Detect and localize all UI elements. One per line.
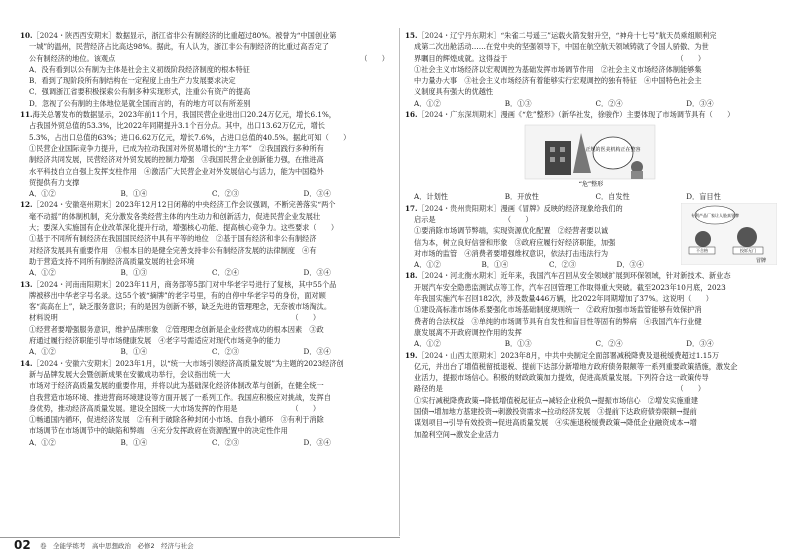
choice-c: C．②③ [212, 437, 240, 447]
question-number: 18. [405, 271, 418, 281]
question-stem-line: 成第二次出舱活动……在党中央的坚强领导下，中国在航空航天领域铸就了令国人骄傲、为世 [414, 42, 709, 52]
question-stem-line: 启示是 （ ） [414, 214, 533, 224]
left-column [20, 30, 395, 448]
choice-a: A．①② [29, 437, 56, 447]
sign-bubble [593, 137, 633, 169]
crab-right [737, 227, 757, 247]
choice-a: A．①② [414, 98, 441, 108]
page-number: 02 [14, 538, 31, 552]
question-stem-line: 制经济共同发展，民营经济对外贸发展的控制力增强 ③我国民营企业创新能力强，在推进高 [29, 155, 324, 165]
choice-c: C．②③ [212, 347, 240, 357]
question-stem-line: ①要消除市场调节弊端，实现资源优化配置 ②经营者要以诚 [414, 226, 609, 236]
question-source-tag: ［2024・安徽六安期末］ [32, 358, 116, 368]
question-stem-line: 中力量办大事 ③社会主义市场经济有着能够实行宏观调控的独有特征 ④中国特色社会主 [414, 76, 702, 86]
question-stem-line: 国债→增加地方基建投资→刺激投资需求→拉动经济发展 ③提前下达政府债券限额→提前 [414, 407, 697, 417]
choice-d: D．③④ [616, 260, 644, 270]
question-18 [405, 270, 777, 349]
choice-c: C．②④ [595, 339, 623, 349]
building-shape [545, 141, 571, 175]
question-source-tag: ［2024・贵州贵阳期末］ [417, 203, 501, 213]
answer-choices [405, 259, 684, 270]
question-stem-line: 漫画《“危”整形》（新华社发，徐骏作）主要体现了市场调节具有（ ） [500, 110, 735, 120]
question-stem-line: 2023年12月12日闭幕的中央经济工作会议强调，不断完善落实“两个 [115, 200, 336, 210]
question-stem-line: 毫不动摇”的体制机制，充分激发各类经营主体的内生动力和创新活力，促进民营企业发展壮 [29, 211, 321, 221]
question-stem-line: 市场调节在市场调节中的缺陷和弊端 ④充分发挥政府在资源配置中的决定性作用 [29, 426, 288, 436]
question-15 [405, 30, 777, 109]
question-stem-line: 5.3%，占出口总值的63%；进口6.62万亿元，增长7.6%，占进口总值的40.5%。据此可知（ ） [29, 132, 351, 142]
question-stem-line: 数据显示，浙江省非公有制经济的比重超过80%。被誉为“中国创业第 [115, 31, 337, 40]
question-stem-line: ①民营企业国际竞争力提升，已成为拉动我国对外贸易增长的“主力军” ②我国践行多种所有 [29, 143, 324, 153]
question-stem-line: ①基于不同所有制经济在我国国民经济中具有平等的地位 ②基于国有经济和非公有制经济 [29, 234, 317, 244]
question-stem-line: 身优势，推动经济高质量发展。建设全国统一大市场发挥的作用是 （ ） [29, 403, 321, 413]
cartoon-label-right: 投诉无门 [740, 247, 756, 253]
question-stem-line: 谋划项目→引导有效投资→促进高质量发展 ④实施退税缓费政策→降低企业融资成本→增 [414, 418, 697, 428]
question-19 [405, 350, 777, 440]
answer-choices [405, 191, 777, 202]
cartoon-sign-text: 正规的医美机构正在整容 [585, 147, 641, 154]
crab-left [695, 231, 711, 247]
question-stem-line: 市场对于经济高质量发展的重要作用，并将以此为基础深化经济体制改革与创新，在健全统一 [29, 381, 324, 391]
question-stem-line: 年我国实施汽车召回182次，涉及数量446万辆，比2022年同期增加了37%。这说明（ ） [414, 294, 713, 304]
option-c: C．强调浙江省要积极探索公有制多种实现形式，注重公有资产的提高 [29, 87, 251, 97]
choice-d: D．③④ [303, 347, 331, 357]
question-stem-line: ①畅通国内循环，促进经济发展 ②有利于破除各种封闭小市场、自我小循环 ③有利于消除 [29, 415, 324, 425]
question-source-tag: ［2024・安徽亳州期末］ [32, 200, 116, 210]
choice-a: A．①② [29, 189, 56, 199]
question-stem-line: 占我国外贸总值的53.3%，比2022年同期提升3.1个百分点。其中，出口13.62万亿元，增长 [29, 121, 325, 131]
question-16 [405, 109, 777, 203]
cartoon-maopai [681, 203, 777, 265]
question-stem-line: ①社会主义市场经济以宏观调控为基础发挥市场调节作用 ②社会主义市场经济体制能够集 [414, 64, 702, 74]
choice-b: B．①④ [481, 260, 509, 270]
page-footer [0, 537, 793, 554]
choice-a: A．①② [414, 339, 441, 349]
question-number: 10. [20, 31, 33, 40]
question-source-tag: ［2024・广东深圳期末］ [417, 110, 501, 120]
answer-choices [20, 437, 395, 448]
question-stem-line: 义制度具有强大的优越性 [414, 87, 494, 97]
choice-d: D．③④ [303, 189, 331, 199]
question-stem-line: 路径的是 （ ） [414, 384, 706, 394]
question-source-tag: ［2024・河南南阳期末］ [32, 279, 116, 289]
question-stem-line: 助于营造支持不同所有制经济高质量发展的社会环境 [29, 256, 195, 266]
question-stem-line: 费者的合法权益 ③单纯的市场调节具有自发性和盲目性等固有的弊病 ④我国汽车行业健 [414, 316, 702, 326]
question-stem-line: 开展汽车安全隐患监测试点等工作，汽车召回管理工作取得重大突破。截至2023年10月底，2023 [414, 282, 726, 292]
question-number: 11. [20, 110, 33, 120]
question-stem-line: 加盈利空间→激发企业活力 [414, 429, 500, 439]
cartoon-wei-zhengxing [405, 123, 777, 189]
question-stem-line: 业活力，提振市场信心。积极的财政政策加力提效，促进高质量发展。下列符合这一政策传导 [414, 373, 709, 383]
question-stem-line: 贸提供有力支撑 [29, 177, 80, 187]
question-number: 15. [405, 31, 418, 40]
question-number: 17. [405, 203, 418, 213]
choice-b: B．①③ [504, 339, 532, 349]
answer-choices [20, 267, 395, 278]
choice-d: D．③④ [686, 339, 714, 349]
choice-b: B．①④ [120, 189, 148, 199]
choice-d: D．③④ [303, 437, 331, 447]
question-stem-line: ①实行减税降费政策→降低增值税起征点→减轻企业税负→提振市场信心 ②增发实施重建 [414, 395, 699, 405]
answer-choices [20, 346, 395, 357]
question-source-tag: ［2024・陕西西安期末］ [32, 31, 116, 40]
answer-choices [405, 338, 777, 349]
choice-b: B．开放性 [504, 192, 539, 202]
question-stem-line: 海关总署发布的数据显示，2023年前11个月，我国民营企业进出口20.24万亿元，增长6.1%， [32, 110, 336, 120]
choice-c: C．自发性 [595, 192, 630, 202]
question-11 [20, 109, 395, 199]
choice-c: C．②③ [212, 189, 240, 199]
question-number: 19. [405, 350, 418, 360]
option-a: A．没有看到以公有制为主体是社会主义初级阶段经济制度的根本特征 [29, 64, 250, 74]
question-stem-line: ①建设高标准市场体系要强化市场基础制度规则统一 ②政府加强市场监管能够有效保护消 [414, 305, 702, 315]
answer-choices [405, 98, 777, 109]
choice-a: A．计划性 [414, 192, 448, 202]
question-source-tag: ［2024・辽宁丹东期末］ [417, 31, 501, 40]
question-stem-line: 新与品牌发展大会暨创新成果在安徽成功举行，会议指出统一大 [29, 369, 231, 379]
question-stem-line: 信为本，树立良好信誉和形象 ③政府应履行好经济职能，加强 [414, 237, 616, 247]
question-stem-line: 2023年1月，以“统一大市场引领经济高质量发展”为主题的2023经济创 [115, 358, 344, 368]
question-stem-line: 材料说明 （ ） [29, 313, 321, 323]
question-stem-line: 康发展离不开政府调控作用的发挥 [414, 327, 522, 337]
question-number: 12. [20, 200, 33, 210]
question-10 [20, 30, 395, 109]
footer-text: 卷 全能学练考 高中思想政治 必修2 经济与社会 [40, 542, 194, 550]
question-stem-line: 牌被移出中华老字号名录。这55个被“摘牌”的老字号里，有的自停中华老字号的身份，面对顾 [29, 290, 326, 300]
column-divider [399, 28, 400, 536]
cartoon-bubble-text: 专利产品厂家让人脸真冒牌 [691, 212, 739, 218]
question-stem-line: 亿元，并出台了增值税留抵退税、提前下达部分新增地方政府债务限额等一系列重要政策措施，激发企 [414, 361, 738, 371]
question-stem-line: 府通过履行经济职能引导市场健康发展 ④老字号需适应对现代市场竞争的能力 [29, 336, 281, 346]
question-stem-line: 自我营造市场环境、推进营商环境建设等方面开展了一系列工作。我国应积极应对挑战，发挥自 [29, 392, 331, 402]
answer-choices [20, 188, 395, 199]
choice-a: A．①② [29, 347, 56, 357]
question-stem-line: 2023年8月，中共中央制定全面部署减税降费及退税缓费超过1.15万 [500, 350, 720, 360]
choice-a: A．①② [29, 268, 56, 278]
question-14 [20, 358, 395, 448]
question-stem-line: 客“高高在上”，缺乏服务意识；有的是因为创新不够，缺乏先进的管理理念，无奈被市场淘汰。 [29, 302, 332, 312]
cartoon-caption: 冒牌 [755, 257, 767, 264]
choice-a: A．①② [414, 260, 441, 270]
question-17 [405, 203, 777, 271]
question-stem-line: “朱雀二号遥三”运载火箭发射升空，“神舟十七号”航天员乘组顺利完 [500, 31, 717, 40]
question-number: 16. [405, 110, 418, 120]
choice-d: D．③④ [686, 98, 714, 108]
choice-c: C．②④ [212, 268, 240, 278]
question-stem-line: 漫画《冒牌》反映的经济现象给我们的 [500, 203, 623, 213]
question-stem-line: 公有制经济的地位。该观点 [29, 53, 116, 63]
question-13 [20, 279, 395, 358]
question-stem-line: 一城”的温州，民营经济占比高达98%。据此，有人认为，浙江非公有制经济的比重过高否定了 [29, 42, 329, 52]
question-number: 13. [20, 279, 33, 289]
choice-b: B．①④ [120, 437, 148, 447]
question-stem-line: 近年来，我国汽车召回从安全领域扩展到环保领域，针对新技术、新业态 [500, 271, 731, 281]
question-12 [20, 199, 395, 278]
choice-d: D．盲目性 [686, 192, 721, 202]
question-number: 14. [20, 358, 33, 368]
choice-b: B．①③ [504, 98, 532, 108]
question-source-tag: ［2024・山西太原期末］ [417, 350, 501, 360]
choice-b: B．①③ [120, 268, 148, 278]
question-stem-line: 2023年11月，商务部等5部门对中华老字号进行了复核，其中55个品 [115, 279, 337, 289]
choice-d: D．③④ [303, 268, 331, 278]
question-stem-line: 界瞩目的辉煌成就。这得益于 （ ） [414, 53, 706, 63]
question-stem-line: 水平科技自立自强上发挥支柱作用 ④激活广大民营企业对外发展信心与活力，能为中国稳外 [29, 166, 324, 176]
question-stem-line: 对经济发展具有重要作用 ③根本目的是健全完善支持非公有制经济发展的法律制度 ④有 [29, 245, 317, 255]
choice-b: B．①④ [120, 347, 148, 357]
choice-c: C．②③ [549, 260, 577, 270]
question-stem-line: 对市场的监管 ④消费者要增强维权意识，依法打击违法行为 [414, 248, 609, 258]
cartoon-caption: “危”整形 [578, 181, 604, 189]
answer-paren: （ ） [360, 53, 389, 63]
question-stem-line: 大；要深入实施国有企业改革深化提升行动，增强核心功能、提高核心竞争力。这些要求（ ） [29, 223, 339, 233]
question-source-tag: ［2024・河北衡水期末］ [417, 271, 501, 281]
cartoon-label-left: 不合格 [696, 247, 708, 253]
question-stem-line: ①经营者要增强服务意识，维护品牌形象 ②管理理念创新是企业经营成功的根本因素 ③政 [29, 324, 324, 334]
cartoon-illustration [405, 123, 777, 189]
footer-rule [0, 537, 400, 538]
option-d: D．忽视了公有制的主体地位是就全国而言的，有的地方可以有所差别 [29, 98, 251, 108]
choice-c: C．②④ [595, 98, 623, 108]
right-column [405, 30, 777, 440]
option-b: B．看到了现阶段所有制结构在一定程度上由生产力发展要求决定 [29, 76, 236, 86]
